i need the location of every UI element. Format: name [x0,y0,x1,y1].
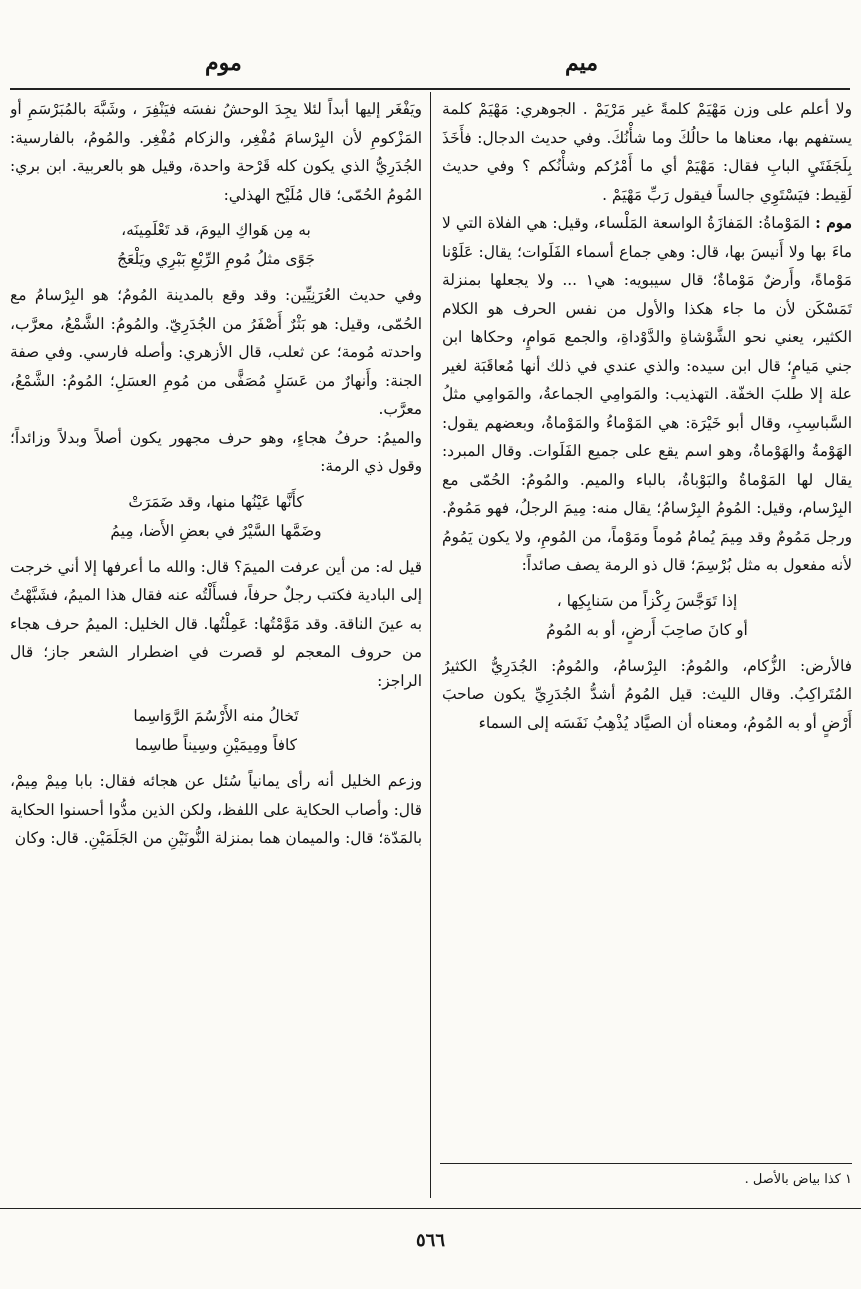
page-number: ٥٦٦ [415,1230,445,1251]
verse-line: إذا تَوَجَّسَ رِكْزاً من سَنابِكِها ، [556,591,738,610]
paragraph: والميمُ: حرفُ هجاءٍ، وهو حرف مجهور يكون أصلاً وبدلاً وزائداً؛ وقول ذي الرمة: [10,428,422,475]
right-column [442,95,852,1163]
footer-rule [0,1208,861,1209]
running-header-left: موم [205,50,242,76]
verse [442,587,852,645]
verse-line: جَوًى مثلُ مُومِ الرِّبْعِ بَبْرِي ويَلْعَجُ [117,250,315,268]
verse-line: كأَنَّها عَيْنُها منها، وقد ضَمَرَتْ [128,492,304,511]
footnote-rule [440,1163,852,1164]
paragraph: ولا أعلم على وزن مَهْيَمْ كلمةً غير مَرْيَمْ . الجوهري: مَهْيَمْ كلمة يستفهم بها، معناها ما حالُكَ وما شأْنُكَ. وفي حديث الدجال: فأَخَذَ بِلَجَفَتَيِ البابِ فقال: مَهْيَمْ أي ما أَمْرُكم وشأْنُكم ؟ وفي حديث لَقِيط: فيَسْتَوِي جالساً فيقول رَبِّ مَهْيَمْ . [442,100,852,204]
entry-text: المَوْماةُ: المَفازَةُ الواسعة المَلْساء، وقيل: هي الفلاة التي لا ماءَ بها ولا أَنيسَ بها، قال: وهي جماع أسماء الفَلَوات؛ يقال: عَلَوْنا مَوْماةً، وأَرضٌ مَوْماةٌ؛ قال سيبويه: هي١ ... ولا يجعلها بمنزلة تَمَسْكَن لأن ما جاء هكذا والأول من نفس الحرف هو الكلام الكثير، يعني نحو الشَّوْشاةِ والدَّوْداةِ، والجمع مَوامٍ، وحكاها ابن جني مَيامٍ؛ قال ابن سيده: والذي عندي في ذلك أنها مُعاقَبَة لغير علة إلا طلبَ الخفّة. التهذيب: والمَوامِي الجماعةُ، والمَوامِي مثلُ السَّباسِبِ، وقال أبو خَيْرَة: هي المَوْماءُ والمَوْماةُ، وبعضهم يقول: الهَوْمةُ والهَوْماةُ، وهو اسم يقع على جميع الفَلَوات. وقال المبرد: يقال لها المَوْماةُ والبَوْباةُ، بالباء والميم. والمُومُ: الحُمّى مع البِرْسام، وقيل: المُومُ البِرْسامُ؛ يقال منه: مِيمَ الرجلُ، فهو مَمُومٌ. ورجل مَمُومٌ وقد مِيمَ يُمامُ مُوماً ومَوْماً، من المُومِ، ولا يكون يَمُومُ لأنه مفعول به مثل بُرْسِمَ؛ قال ذو الرمة يصف صائداً: [442,214,852,574]
verse-line: كافاً ومِيمَيْنِ وسِيناً طاسِما [134,736,298,754]
paragraph: قيل له: من أين عرفت الميمَ؟ قال: والله ما أعرفها إلا أني خرجت إلى البادية فكتب رجلٌ حرفاً، فسأَلْتُه عنه فقال هذا الميمُ، فشَبَّهْتُ به عينَ الناقة. وقد مَوَّمْتُها: عَمِلْتُها. قال الخليل: الميمُ حرف هجاء من حروف المعجم لو قصرت في اضطرار الشعر جاز؛ قال الراجز: [10,557,422,690]
verse-line: تَخالُ منه الأَرْسُمَ الرَّوَاسِما [133,707,299,725]
verse [10,216,422,274]
column-divider [430,92,431,1198]
entry-head: موم : [815,214,852,232]
verse-line: به مِن هَواكِ اليومَ، قد تَعْلَمِينَه، [121,221,311,239]
paragraph: فالأرض: الزُّكام، والمُومُ: البِرْسامُ، والمُومُ: الجُدَرِيُّ الكثيرُ المُتَراكِبُ. وقال الليث: قيل المُومُ أشدُّ الجُدَرِيِّ يكون صاحبَ أَرْضٍ أو به المُومُ، ومعناه أن الصيَّاد يُذْهِبُ نَفَسَه إلى السماء [442,656,852,732]
footnote: ١ كذا بياض بالأصل . [744,1172,852,1187]
paragraph: وفي حديث العُرَنِيِّين: وقد وقع بالمدينة المُومُ؛ هو البِرْسامُ مع الحُمّى، وقيل: هو بَثْرٌ أَصْفَرُ من الجُدَرِيّ. والمُومُ: الشَّمْعُ، معرَّب، واحدته مُومة؛ عن ثعلب، قال الأزهري: وأصله فارسي. وفي صفة الجنة: وأَنهارٌ من عَسَلٍ مُصَفًّى من مُومِ العسَلِ؛ المُومُ: الشَّمْعُ، معرَّب. [10,286,422,418]
left-column [10,95,422,1203]
verse-line: وضَمَّها السَّيْرُ في بعضِ الأَضا، مِيمُ [110,521,322,540]
paragraph: ويَفْغَر إليها أبداً لئلا يجِدَ الوحشُ نفسَه فيَنْفِرَ ، وشَبَّهَ بالمُبَرْسَمِ أو المَزْكومِ لأن البِرْسامَ مُفْغِر، والزكام مُفْغِر. والمُومُ، بالفارسية: الجُدَرِيُّ الذي يكون كله قَرْحة واحدة، وقيل هو بالعربية. ابن بري: المُومُ الحُمّى؛ قال مُلَيْح الهذلي: [10,100,422,204]
entry-mwm [442,209,852,580]
running-header-right: ميم [565,50,599,76]
paragraph: وزعم الخليل أنه رأى يمانياً سُئل عن هجائه فقال: بابا مِيمْ مِيمْ، قال: وأصاب الحكاية على اللفظ، ولكن الذين مدُّوا أحسنوا الحكاية بالمَدّة؛ قال: والميمان هما بمنزلة النُّونَيْنِ من الجَلَمَيْنِ. قال: وكان [10,772,422,847]
verse [10,702,422,760]
header-rule [10,88,850,90]
verse [10,488,422,546]
verse-line: أو كانَ صاحِبَ أَرضٍ، أو به المُومُ [546,620,748,639]
